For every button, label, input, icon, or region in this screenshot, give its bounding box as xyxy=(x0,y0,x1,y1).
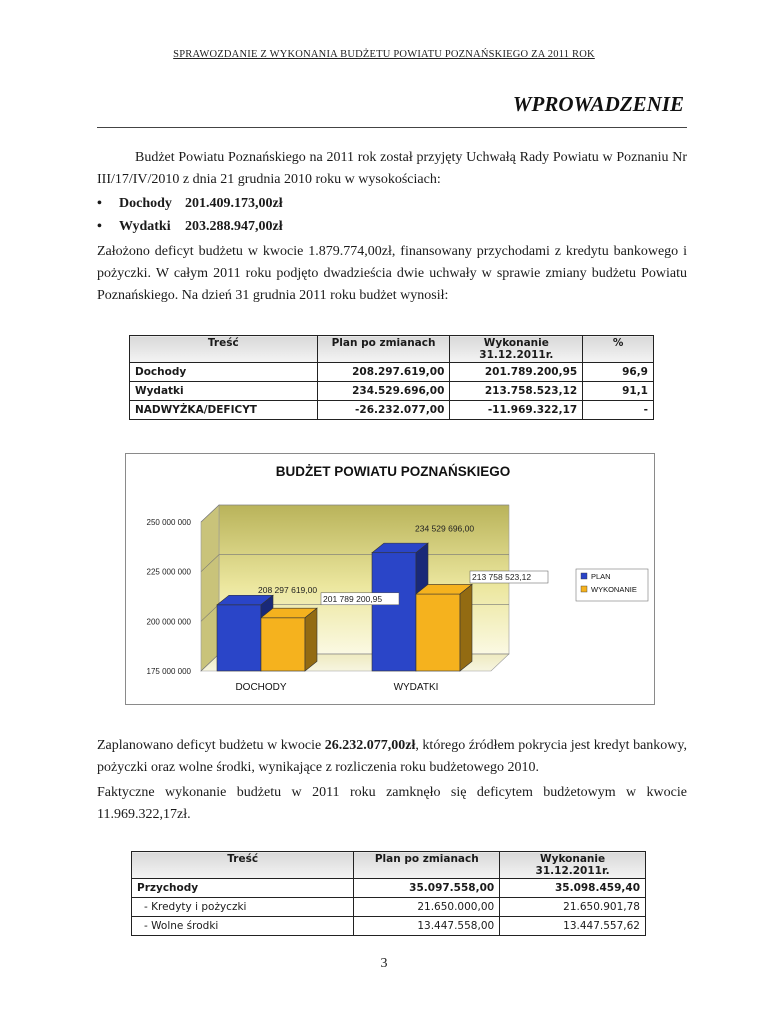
intro-paragraph: Budżet Powiatu Poznańskiego na 2011 rok został przyjęty Uchwałą Rady Powiatu w Poznaniu Nr III/17/IV/2010 z dnia 21 grudnia 2010 roku w wysokościach: xyxy=(97,150,687,187)
y-tick-label: 175 000 000 xyxy=(146,667,191,676)
data-label-text: 208 297 619,00 xyxy=(258,584,318,595)
bar-front xyxy=(261,618,305,671)
data-label-wykonanie-dochody xyxy=(321,593,399,605)
data-label-text: 234 529 696,00 xyxy=(415,523,475,534)
bullet-dochody: • Dochody 201.409.173,00zł xyxy=(97,192,687,215)
col-header-tresc: Treść xyxy=(130,336,318,363)
deficit-amount: 26.232.077,00zł xyxy=(324,738,416,753)
bullet-dot-icon: • xyxy=(97,219,102,234)
col-header-tresc: Treść xyxy=(132,852,354,879)
budget-bullets xyxy=(97,192,687,238)
col-header-wykonanie: Wykonanie 31.12.2011r. xyxy=(500,852,646,879)
data-label-plan-wydatki xyxy=(415,524,474,534)
legend-swatch-wykonanie xyxy=(581,586,587,592)
x-tick-label: DOCHODY xyxy=(235,682,287,693)
y-tick-label: 200 000 000 xyxy=(146,617,191,627)
data-label-wykonanie-wydatki xyxy=(470,571,548,583)
section-title: WPROWADZENIE xyxy=(512,92,684,116)
col-header-plan: Plan po zmianach xyxy=(317,336,450,363)
legend-swatch-plan xyxy=(581,573,587,579)
table-row: Wydatki 234.529.696,00 213.758.523,12 91,1 xyxy=(130,382,654,401)
data-label-text: 213 758 523,12 xyxy=(472,571,532,582)
bar-side xyxy=(305,608,317,671)
col-header-wykonanie: Wykonanie 31.12.2011r. xyxy=(450,336,583,363)
table-row: NADWYŻKA/DEFICYT -26.232.077,00 -11.969.322,17 - xyxy=(130,401,654,420)
bar-front xyxy=(416,594,460,671)
revenue-table xyxy=(131,851,646,936)
actual-deficit-paragraph: Faktyczne wykonanie budżetu w 2011 roku zamknęło się deficytem budżetowym w kwocie 11.969.322,17zł. xyxy=(97,785,687,822)
budget-chart-svg xyxy=(126,454,654,704)
col-header-percent: % xyxy=(583,336,654,363)
bar-front xyxy=(217,605,261,671)
bar-wykonanie-wydatki xyxy=(416,584,472,671)
running-header: SPRAWOZDANIE Z WYKONANIA BUDŻETU POWIATU POZNAŃSKIEGO ZA 2011 ROK xyxy=(173,49,595,60)
table-row: Dochody 208.297.619,00 201.789.200,95 96,9 xyxy=(130,363,654,382)
table-row: - Wolne środki 13.447.558,00 13.447.557,62 xyxy=(132,917,646,936)
planned-deficit-paragraph: Zaplanowano deficyt budżetu w kwocie 26.232.077,00zł, którego źródłem pokrycia jest kredyt bankowy, pożyczki oraz wolne środki, wynikające z rozliczenia roku budżetowego 2010. xyxy=(97,738,687,775)
deficit-paragraph: Założono deficyt budżetu w kwocie 1.879.774,00zł, finansowany przychodami z kredytu bankowego i pożyczki. W całym 2011 roku podjęto dwadzieścia dwie uchwały w sprawie zmiany budżetu Powiatu Poznańskiego. Na dzień 31 grudnia 2011 roku budżet wynosił: xyxy=(97,244,687,303)
bar-side xyxy=(460,584,472,671)
legend-label-plan: PLAN xyxy=(591,572,611,581)
bar-wykonanie-dochody xyxy=(261,608,317,671)
data-label-plan-dochody xyxy=(258,585,317,595)
table-header-row xyxy=(132,852,646,879)
table-row: - Kredyty i pożyczki 21.650.000,00 21.650.901,78 xyxy=(132,898,646,917)
bullet-dot-icon: • xyxy=(97,196,102,211)
x-tick-label: WYDATKI xyxy=(393,682,439,693)
col-header-plan: Plan po zmianach xyxy=(354,852,500,879)
bar-front xyxy=(372,553,416,671)
y-tick-label: 250 000 000 xyxy=(146,518,191,527)
table-row: Przychody 35.097.558,00 35.098.459,40 xyxy=(132,879,646,898)
budget-table xyxy=(129,335,654,420)
legend-label-wykonanie: WYKONANIE xyxy=(591,585,637,594)
data-label-text: 201 789 200,95 xyxy=(323,593,383,604)
chart-side-wall xyxy=(201,505,219,671)
title-divider xyxy=(97,127,687,128)
table-header-row xyxy=(130,336,654,363)
y-tick-label: 225 000 000 xyxy=(146,567,191,577)
chart-title: BUDŻET POWIATU POZNAŃSKIEGO xyxy=(275,464,511,479)
page-number: 3 xyxy=(380,956,388,971)
budget-chart xyxy=(125,453,655,705)
bullet-wydatki: • Wydatki 203.288.947,00zł xyxy=(97,215,687,238)
